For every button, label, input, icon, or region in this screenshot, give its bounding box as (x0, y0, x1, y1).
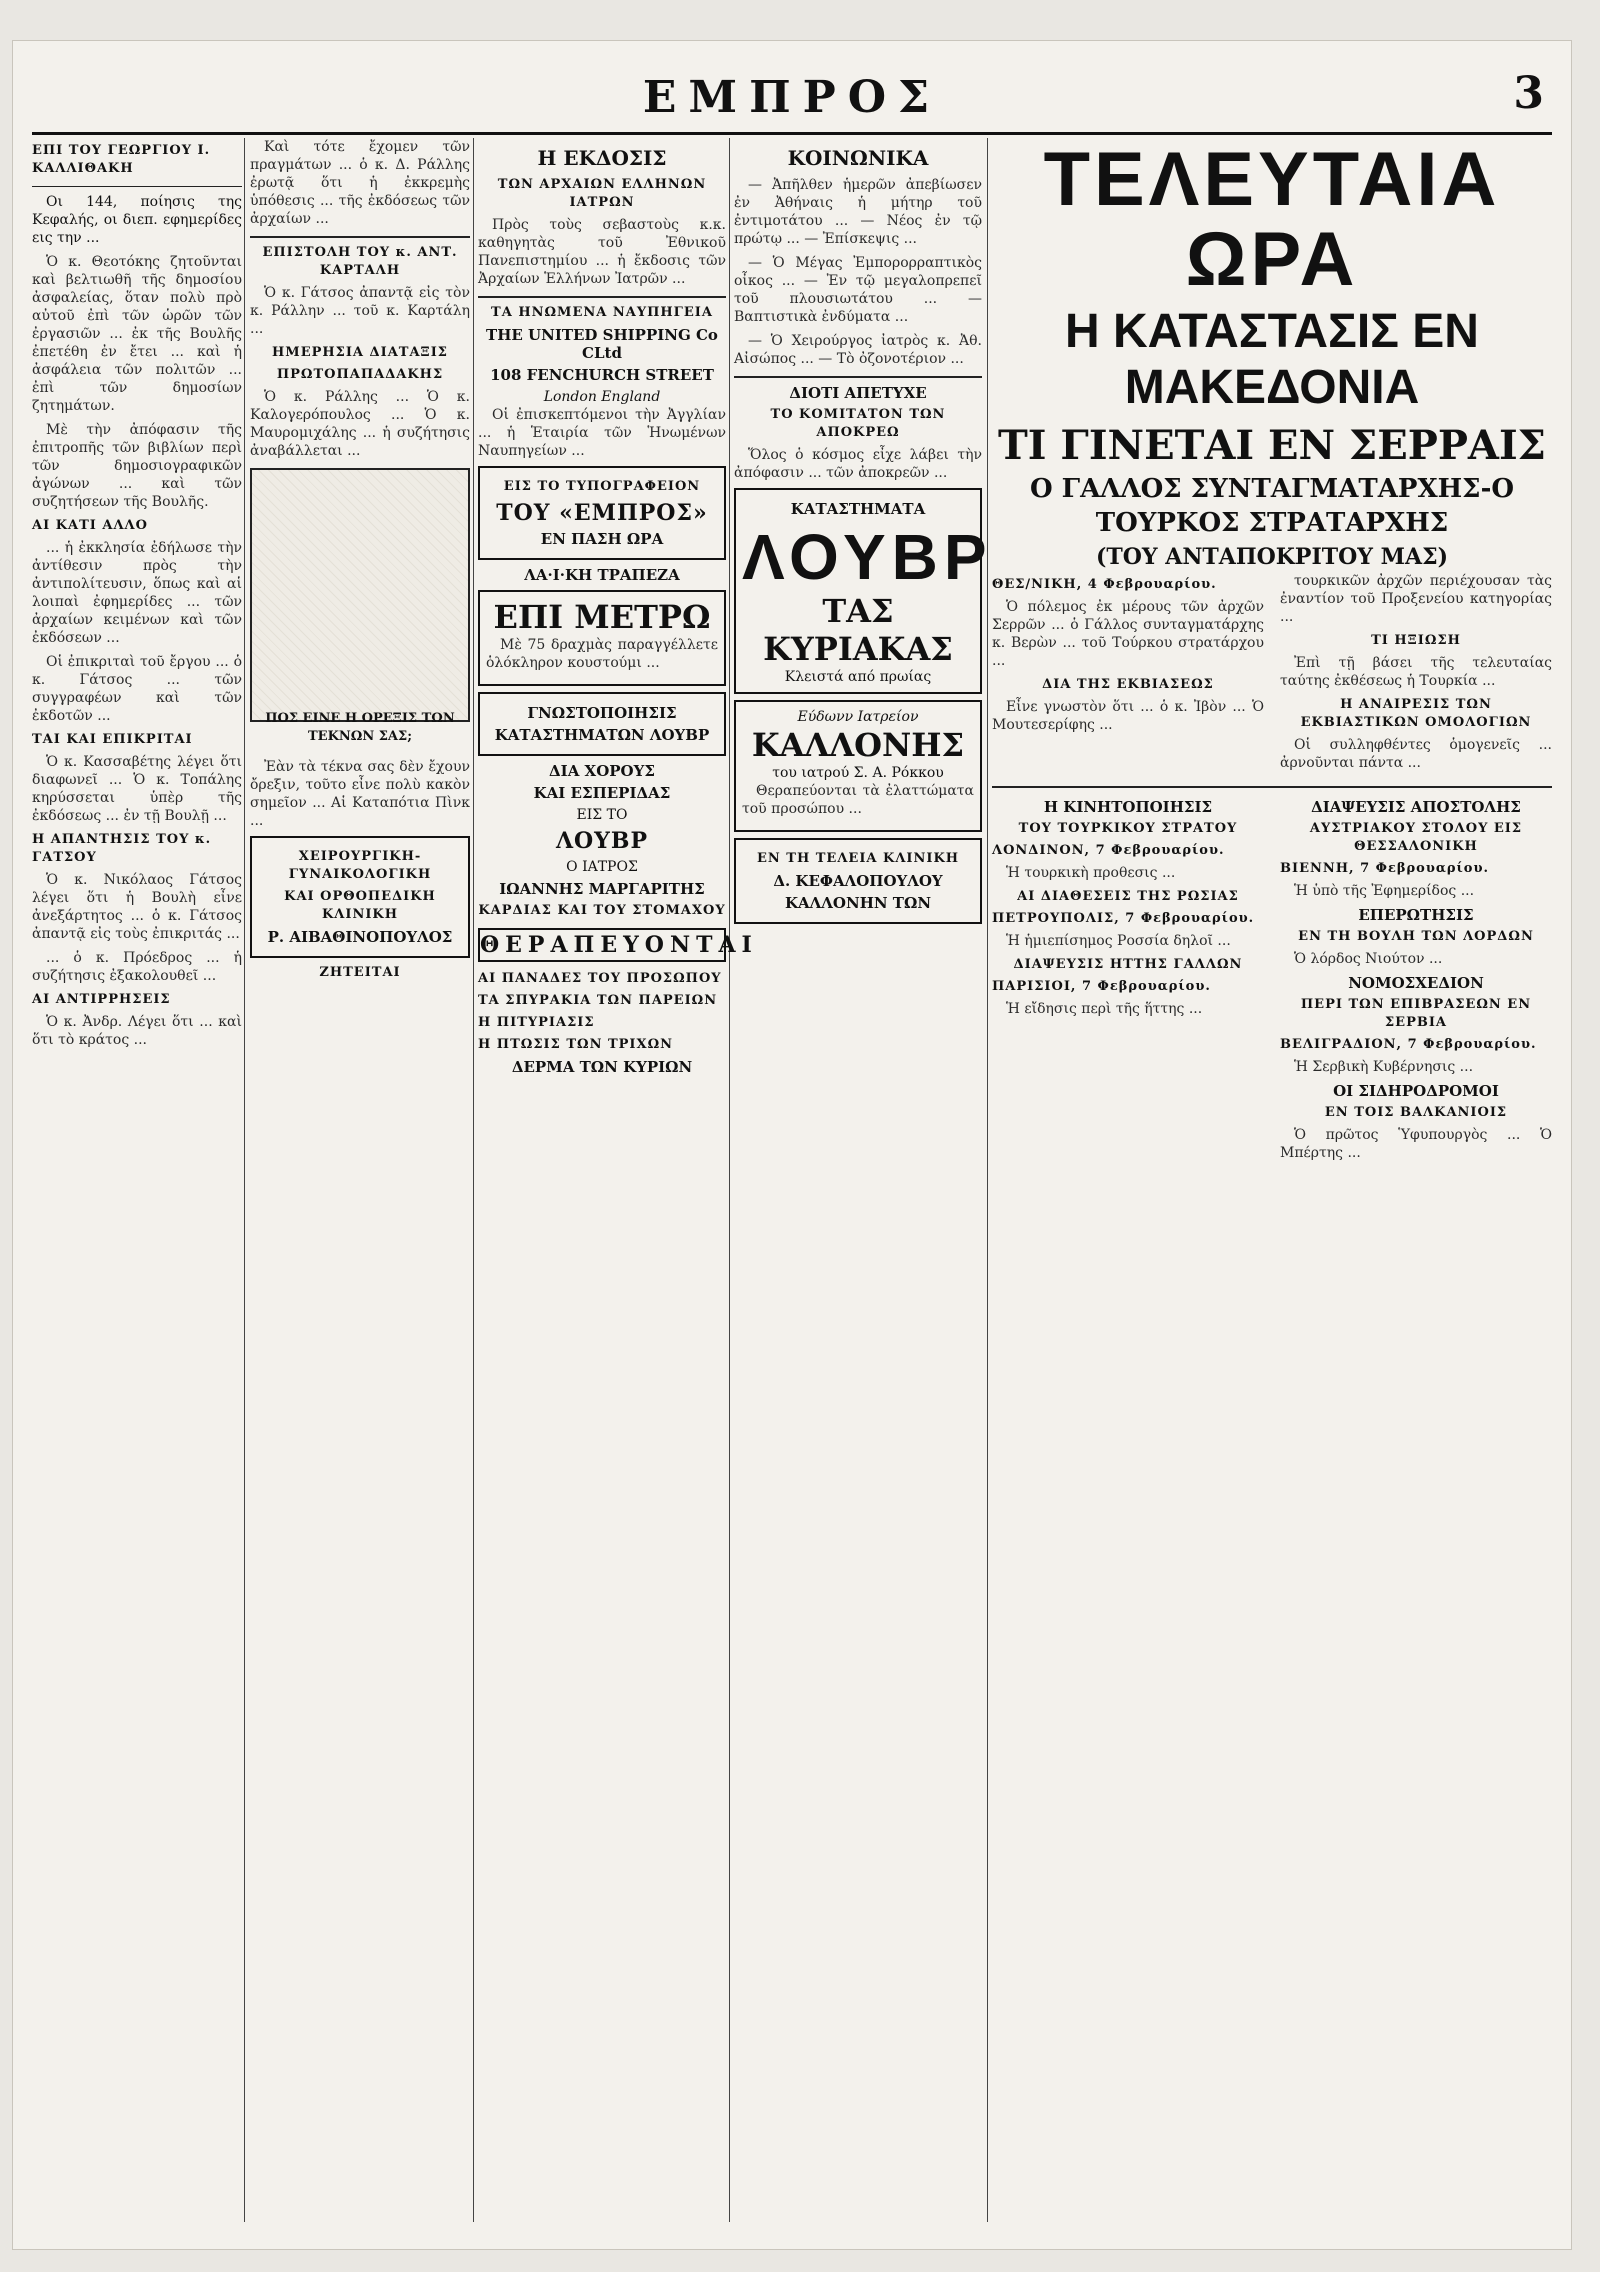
column-3 (478, 138, 758, 2226)
advertisement-strip: ΘΕΡΑΠΕΥΟΝΤΑΙ (478, 928, 726, 962)
article-text: Ἡ ὑπὸ τῆς Ἐφημερίδος ... (1294, 883, 1475, 899)
ad-title: ΛΟΥΒΡ (555, 828, 649, 854)
article-text: Πρὸς τοὺς σεβαστοὺς κ.κ. καθηγητὰς τοῦ Ἐθνικοῦ Πανεπιστημίου ... ἡ ἔκδοσις τῶν Ἀρχαίων Ἑλλήνων Ἰατρῶν ... (478, 217, 726, 287)
ad-title: ΓΝΩΣΤΟΠΟΙΗΣΙΣ (527, 704, 677, 722)
ad-heading: ΖΗΤΕΙΤΑΙ (319, 965, 401, 980)
company-name: THE UNITED SHIPPING Co CLtd (486, 326, 718, 362)
column-2 (250, 138, 470, 2226)
section-heading: ΔΙΑΨΕΥΣΙΣ ΗΤΤΗΣ ΓΑΛΛΩΝ (1013, 957, 1243, 972)
column-divider (987, 138, 988, 2222)
section-subheading: ΕΝ ΤΗ ΒΟΥΛΗ ΤΩΝ ΛΟΡΔΩΝ (1298, 929, 1534, 944)
illustration (250, 468, 470, 744)
article-text: Ὁ πόλεμος ἐκ μέρους τῶν ἀρχῶν Σερρῶν ... ὁ Γάλλος συνταγματάρχης κ. Βερὼν ... τοῦ Τούρκου στρατάρχου ... (992, 599, 1264, 669)
headline: Η ΚΑΤΑΣΤΑΣΙΣ ΕΝ ΜΑΚΕΔΟΝΙΑ (1065, 305, 1479, 414)
article-text: Ἡ εἴδησις περὶ τῆς ἥττης ... (1006, 1001, 1203, 1017)
section-heading: ΔΙΑ ΤΗΣ ΕΚΒΙΑΣΕΩΣ (1042, 677, 1214, 692)
article-heading: Η ΕΚΔΟΣΙΣ (537, 146, 667, 170)
ad-subheading: ΚΑΙ ΟΡΘΟΠΕΔΙΚΗ ΚΛΙΝΙΚΗ (284, 889, 436, 922)
section-subheading: ΠΕΡΙ ΤΩΝ ΕΠΙΒΡΑΣΕΩΝ ΕΝ ΣΕΡΒΙΑ (1300, 997, 1532, 1030)
ad-heading: ΔΙΑ ΧΟΡΟΥΣ (549, 762, 655, 780)
company-city: London England (543, 389, 661, 405)
ad-title-large: ΛΟΥΒΡ (742, 521, 993, 593)
section-heading: ΟΙ ΣΙΔΗΡΟΔΡΟΜΟΙ (1333, 1082, 1499, 1100)
ad-small-text: Κλειστά από πρωίας (784, 669, 932, 685)
ad-small-text: ΕΙΣ ΤΟ (576, 807, 628, 823)
article-text: τουρκικῶν ἀρχῶν περιέχουσαν τὰς ἐναντίον τοῦ Προξενείου κατηγορίας ... (1280, 573, 1552, 625)
rule (250, 236, 470, 238)
article-text: Ὁ κ. Κασσαβέτης λέγει ὅτι διαφωνεῖ ... Ὁ κ. Τοπάλης κηρύσσεται ὑπὲρ τῆς ἐκδόσεως ... ἐν τῇ Βουλῇ ... (32, 754, 242, 824)
rule (32, 186, 242, 187)
masthead-title: ΕΜΠΡΟΣ (642, 72, 942, 123)
newspaper-page (12, 40, 1572, 2250)
ad-line: Η ΠΙΤΥΡΙΑΣΙΣ (478, 1015, 595, 1030)
article-text: — Ὁ Χειρούργος ἰατρὸς κ. Ἀθ. Αἰσώπος ... — Τὸ ὀζονοτέριον ... (734, 333, 982, 367)
article-text: ... ἡ ἐκκλησία ἐδήλωσε τὴν ἀντίθεσιν πρὸς τὴν ἀντιπολίτευσιν, ὅπως καὶ αἱ λοιπαὶ ἐφημερίδες ... τῶν ἀρχαίων κειμένων καὶ τῶν ἐκδόσεων ... (32, 540, 242, 646)
advertisement (478, 590, 726, 686)
ad-subtitle: ΤΑΣ (822, 592, 894, 630)
ad-name: ΙΩΑΝΝΗΣ ΜΑΡΓΑΡΙΤΗΣ (499, 880, 705, 898)
section-subheading: ΤΟΥ ΤΟΥΡΚΙΚΟΥ ΣΤΡΑΤΟΥ (1018, 821, 1238, 836)
article-text: Μὲ τὴν ἀπόφασιν τῆς ἐπιτροπῆς τῶν βιβλίων περὶ τῶν δημοσιογραφικῶν ἀγώνων ... καὶ τῶν συζητήσεων τῆς Βουλῆς. (32, 422, 242, 510)
section-heading: ΕΠΙΣΤΟΛΗ ΤΟΥ κ. ΑΝΤ. ΚΑΡΤΑΛΗ (262, 245, 458, 278)
masthead-rule (32, 132, 1552, 135)
article-text: Ὁ κ. Γάτσος ἀπαντᾷ εἰς τὸν κ. Ράλλην ... τοῦ κ. Καρτάλη ... (250, 285, 470, 337)
section-subheading: ΑΥΣΤΡΙΑΚΟΥ ΣΤΟΛΟΥ ΕΙΣ ΘΕΣΣΑΛΟΝΙΚΗ (1309, 821, 1523, 854)
section-title: ΤΕΛΕΥΤΑΙΑ ΩΡΑ (1043, 137, 1501, 302)
two-column-section (992, 794, 1552, 1168)
ad-name: Ρ. ΑΙΒΑΘΙΝΟΠΟΥΛΟΣ (267, 928, 453, 946)
ad-small-text: Ο ΙΑΤΡΟΣ (566, 859, 638, 875)
subcolumn-right (1280, 794, 1552, 1168)
ad-line: ΔΕΡΜΑ ΤΩΝ ΚΥΡΙΩΝ (511, 1058, 693, 1076)
dateline: ΒΙΕΝΝΗ, 7 Φεβρουαρίου. (1280, 861, 1490, 876)
article-text: Ὁ κ. Θεοτόκης ζητοῦνται καὶ βελτιωθῆ τῆς δημοσίου ἀσφαλείας, ὅταν πολὺ πρὸ αὐτοῦ ἐπὶ τῶν ὡρῶν τῶν ἐργασιῶν ... ἐκ τῆς Βουλῆς ἐπετέθη ἐν ἔτει ... καὶ ἡ ἀσφάλεια τῶν πολιτῶν ... ἐπὶ τῶν δημοσίων ζητημάτων. (32, 254, 242, 414)
ad-title: ΚΑΛΛΟΝΗΣ (751, 726, 965, 764)
ad-line: ΤΑ ΣΠΥΡΑΚΙΑ ΤΩΝ ΠΑΡΕΙΩΝ (478, 993, 718, 1008)
ad-subtitle: του ιατρού Σ. Α. Ρόκκου (772, 765, 944, 781)
column-divider (244, 138, 245, 2222)
section-heading: Η ΑΠΑΝΤΗΣΙΣ ΤΟΥ κ. ΓΑΤΣΟΥ (32, 832, 212, 865)
article-text: Ὁ κ. Νικόλαος Γάτσος λέγει ὅτι ἡ Βουλὴ εἶνε ἀνεξάρτητος ... ὁ κ. Γάτσος ἀπαντᾷ εἰς τοὺς ἐπικριτάς ... (32, 872, 242, 942)
company-address: 108 FENCHURCH STREET (490, 366, 714, 384)
ad-subtitle: ΚΑΤΑΣΤΗΜΑΤΩΝ ΛΟΥΒΡ (494, 726, 710, 744)
section-subheading: ΕΝ ΤΟΙΣ ΒΑΛΚΑΝΙΟΙΣ (1324, 1105, 1508, 1120)
article-text: Ἡ ἡμιεπίσημος Ροσσία δηλοῖ ... (1006, 933, 1231, 949)
subcolumn-left (992, 794, 1264, 1168)
article-heading: ΤΑ ΗΝΩΜΕΝΑ ΝΑΥΠΗΓΕΙΑ (491, 305, 713, 320)
article-text: ... ὁ κ. Πρόεδρος ... ἡ συζήτησις ἐξακολουθεῖ ... (32, 950, 242, 984)
section-heading: ΝΟΜΟΣΧΕΔΙΟΝ (1348, 974, 1484, 992)
column-5 (992, 138, 1552, 2226)
advertisement (478, 466, 726, 560)
ad-name: Δ. ΚΕΦΑΛΟΠΟΥΛΟΥ (773, 872, 943, 890)
column-divider (729, 138, 730, 2222)
article-subheading: ΤΟ ΚΟΜΙΤΑΤΟΝ ΤΩΝ ΑΠΟΚΡΕΩ (770, 407, 946, 440)
ad-small-text: ΕΙΣ ΤΟ ΤΥΠΟΓΡΑΦΕΙΟΝ (503, 479, 701, 494)
article-text: Ὁ κ. Ράλλης ... Ὁ κ. Καλογερόπουλος ... Ὁ κ. Μαυρομιχάλης ... ἡ συζήτησις ἀναβάλλεται ... (250, 389, 470, 459)
article-text: Οἱ συλληφθέντες ὁμογενεῖς ... ἀρνοῦνται πάντα ... (1280, 737, 1552, 771)
article-text: Ὁ κ. Ἀνδρ. Λέγει ὅτι ... καὶ ὅτι τὸ κράτος ... (32, 1014, 242, 1048)
ad-heading: ΚΑΙ ΕΣΠΕΡΙΔΑΣ (533, 784, 671, 802)
article-text: Ἡ τουρκικὴ προθεσις ... (1006, 865, 1176, 881)
article-heading: ΔΙΟΤΙ ΑΠΕΤΥΧΕ (789, 384, 927, 402)
section-heading: ΤΙ ΗΞΙΩΣΗ (1371, 633, 1461, 648)
section-heading: ΕΠΕΡΩΤΗΣΙΣ (1358, 906, 1474, 924)
masthead (12, 54, 1572, 124)
ad-title: ΕΠΙ ΜΕΤΡΩ (493, 598, 711, 636)
two-column-section (992, 572, 1552, 778)
ad-subtitle: ΕΝ ΠΑΣΗ ΩΡΑ (540, 530, 664, 548)
ad-line: ΚΑΛΛΟΝΗΝ ΤΩΝ (784, 894, 932, 912)
dateline: ΠΑΡΙΣΙΟΙ, 7 Φεβρουαρίου. (992, 979, 1211, 994)
dateline: ΛΟΝΔΙΝΟΝ, 7 Φεβρουαρίου. (992, 843, 1225, 858)
advertisement (734, 700, 982, 832)
rule (992, 786, 1552, 788)
headline: Ο ΓΑΛΛΟΣ ΣΥΝΤΑΓΜΑΤΑΡΧΗΣ-Ο ΤΟΥΡΚΟΣ ΣΤΡΑΤΑΡΧΗΣ (1029, 474, 1515, 538)
article-text: Ὁ λόρδος Νιούτον ... (1294, 951, 1443, 967)
section-heading: ΗΜΕΡΗΣΙΑ ΔΙΑΤΑΞΙΣ (272, 345, 448, 360)
ad-title: ΤΟΥ «ΕΜΠΡΟΣ» (496, 500, 708, 526)
article-text: Εἶνε γνωστὸν ὅτι ... ὁ κ. Ἰβὸν ... Ὁ Μουτεσερίφης ... (992, 699, 1264, 733)
ad-subtitle: ΚΥΡΙΑΚΑΣ (763, 630, 953, 668)
section-heading: ΠΡΩΤΟΠΑΠΑΔΑΚΗΣ (276, 367, 444, 382)
section-heading: ΔΙΑΨΕΥΣΙΣ ΑΠΟΣΤΟΛΗΣ (1311, 798, 1521, 816)
page-number: 3 (1513, 68, 1544, 119)
ad-title: ΚΑΤΑΣΤΗΜΑΤΑ (790, 500, 926, 518)
dateline: ΠΕΤΡΟΥΠΟΛΙΣ, 7 Φεβρουαρίου. (992, 911, 1255, 926)
subcolumn-left (992, 572, 1264, 778)
ad-small-text: Εύδωνν Ιατρείον (797, 709, 919, 725)
column-divider (473, 138, 474, 2222)
ad-subtitle: ΚΑΡΔΙΑΣ ΚΑΙ ΤΟΥ ΣΤΟΜΑΧΟΥ (478, 903, 726, 918)
column-1 (32, 138, 242, 2226)
section-heading: ΑΙ ΚΑΤΙ ΑΛΛΟ (32, 518, 148, 533)
ad-heading: ΧΕΙΡΟΥΡΓΙΚΗ-ΓΥΝΑΙΚΟΛΟΓΙΚΗ (288, 849, 432, 882)
article-text: Καὶ τότε ἔχομεν τῶν πραγμάτων ... ὁ κ. Δ. Ράλλης ἐρωτᾷ ὅτι ἡ ἐκκρεμὴς ὑπόθεσις ... τῆς ἐκδόσεως τῶν ἀρχαίων ... (250, 139, 470, 227)
article-text: Οἱ ἐπικριταὶ τοῦ ἔργου ... ὁ κ. Γάτσος ... τῶν συγγραφέων καὶ τῶν ἐκδοτῶν ... (32, 654, 242, 724)
advertisement (250, 836, 470, 958)
article-heading: ΕΠΙ ΤΟΥ ΓΕΩΡΓΙΟΥ Ι. ΚΑΛΛΙΘΑΚΗ (32, 143, 211, 176)
article-text: — Ὁ Μέγας Ἐμπορορραπτικὸς οἶκος ... — Ἐν τῷ μεγαλοπρεπεῖ τοῦ πλουσιωτάτου ... — Βαπτιστικὰ ἐνδύματα ... (734, 255, 982, 325)
article-text: Ὅλος ὁ κόσμος εἶχε λάβει τὴν ἀπόφασιν ... τῶν ἀποκρεῶν ... (734, 447, 982, 481)
headline: ΤΙ ΓΙΝΕΤΑΙ ΕΝ ΣΕΡΡΑΙΣ (998, 422, 1546, 469)
ad-text: Θεραπεύονται τὰ ἐλαττώματα τοῦ προσώπου ... (742, 783, 974, 817)
article-text: Ἐὰν τὰ τέκνα σας δὲν ἔχουν ὄρεξιν, τοῦτο εἶνε πολὺ κακὸν σημεῖον ... Αἱ Καταπότια Πὶνκ ... (250, 759, 470, 829)
ad-text: Μὲ 75 δραχμὰς παραγγέλλετε ὁλόκληρον κουστούμι ... (486, 637, 718, 671)
article-text: Ἡ Σερβικὴ Κυβέρνησις ... (1294, 1059, 1474, 1075)
column-4 (734, 138, 993, 2226)
article-text: Ἐπὶ τῇ βάσει τῆς τελευταίας ταύτης ἐκθέσεως ἡ Τουρκία ... (1280, 655, 1552, 689)
section-heading: ΑΙ ΔΙΑΘΕΣΕΙΣ ΤΗΣ ΡΩΣΙΑΣ (1017, 889, 1239, 904)
ad-line: ΑΙ ΠΑΝΑΔΕΣ ΤΟΥ ΠΡΟΣΩΠΟΥ (478, 971, 722, 986)
ad-line: Η ΠΤΩΣΙΣ ΤΩΝ ΤΡΙΧΩΝ (478, 1037, 674, 1052)
ad-heading: ΛΑ·Ι·ΚΗ ΤΡΑΠΕΖΑ (524, 566, 680, 584)
dateline: ΒΕΛΙΓΡΑΔΙΟΝ, 7 Φεβρουαρίου. (1280, 1037, 1537, 1052)
section-heading: Η ΑΝΑΙΡΕΣΙΣ ΤΩΝ ΕΚΒΙΑΣΤΙΚΩΝ ΟΜΟΛΟΓΙΩΝ (1300, 697, 1532, 730)
illustration-caption: ΠΟΣ ΕΙΝΕ Η ΟΡΕΞΙΣ ΤΩΝ ΤΕΚΝΩΝ ΣΑΣ; (265, 711, 455, 744)
section-heading: ΚΟΙΝΩΝΙΚΑ (787, 146, 929, 170)
section-heading: ΤΑΙ ΚΑΙ ΕΠΙΚΡΙΤΑΙ (32, 732, 193, 747)
rule (478, 296, 726, 298)
article-subheading: ΤΩΝ ΑΡΧΑΙΩΝ ΕΛΛΗΝΩΝ ΙΑΤΡΩΝ (497, 177, 707, 210)
ad-heading: ΕΝ ΤΗ ΤΕΛΕΙΑ ΚΛΙΝΙΚΗ (756, 851, 960, 866)
dateline: ΘΕΣ/ΝΙΚΗ, 4 Φεβρουαρίου. (992, 577, 1217, 592)
section-heading: ΑΙ ΑΝΤΙΡΡΗΣΕΙΣ (32, 992, 171, 1007)
advertisement (478, 692, 726, 756)
subcolumn-right (1280, 572, 1552, 778)
article-text: Ὁ πρῶτος Ὑφυπουργὸς ... Ὁ Μπέρτης ... (1280, 1127, 1552, 1161)
advertisement (734, 838, 982, 924)
advertisement (734, 488, 993, 694)
article-text: — Ἀπῆλθεν ἡμερῶν ἀπεβίωσεν ἐν Ἀθήναις ἡ μήτηρ τοῦ ἐντιμοτάτου ... — Νέος ἐν τῷ πρώτῳ ... — Ἐπίσκεψις ... (734, 177, 982, 247)
byline: (ΤΟΥ ΑΝΤΑΠΟΚΡΙΤΟΥ ΜΑΣ) (1095, 544, 1449, 570)
rule (734, 376, 982, 378)
section-heading: Η ΚΙΝΗΤΟΠΟΙΗΣΙΣ (1043, 798, 1213, 816)
article-text: Οι 144, ποίησις της Κεφαλής, οι διεπ. εφημερίδες εις την ... (32, 194, 242, 246)
article-text: Οἱ ἐπισκεπτόμενοι τὴν Ἀγγλίαν ... ἡ Ἑταιρία τῶν Ἡνωμένων Ναυπηγείων ... (478, 407, 726, 459)
